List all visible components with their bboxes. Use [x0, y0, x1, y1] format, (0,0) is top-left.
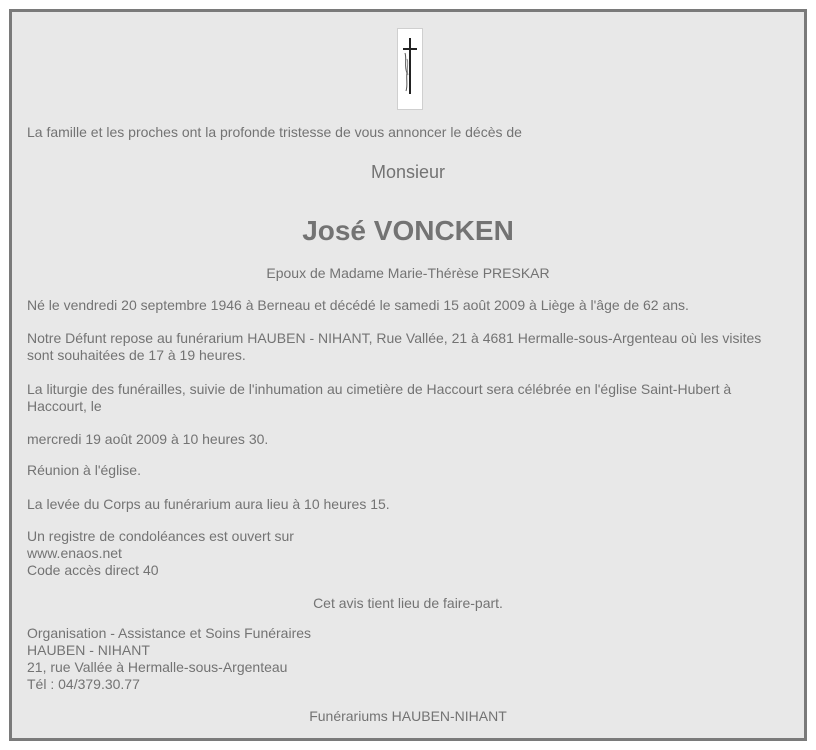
deceased-name: José VONCKEN [302, 215, 514, 246]
death-notice-frame [9, 9, 807, 741]
registry-text: Un registre de condoléances est ouvert sur [27, 528, 294, 544]
birth-death-text: Né le vendredi 20 septembre 1946 à Berneau et décédé le samedi 15 août 2009 à Liège à l'âge de 62 ans. [27, 297, 689, 313]
liturgy-text: La liturgie des funérailles, suivie de l'inhumation au cimetière de Haccourt sera célébrée en l'église Saint-Hubert à Haccourt, le [27, 381, 732, 414]
repose-text: Notre Défunt repose au funérarium HAUBEN - NIHANT, Rue Vallée, 21 à 4681 Hermalle-sous-Argenteau où les visites sont souhaitées de 17 à 19 heures. [27, 330, 762, 363]
footer-text: Funérariums HAUBEN-NIHANT [309, 708, 507, 724]
deceased-title: Monsieur [370, 162, 446, 182]
organisation-line-3: 21, rue Vallée à Hermalle-sous-Argenteau [27, 659, 288, 675]
cross-icon [398, 29, 422, 109]
organisation-phone: Tél : 04/379.30.77 [27, 676, 140, 692]
registry-code: Code accès direct 40 [27, 562, 159, 578]
organisation-line-2: HAUBEN - NIHANT [27, 642, 150, 658]
organisation-line-1: Organisation - Assistance et Soins Funéraires [27, 625, 312, 641]
meeting-text: Réunion à l'église. [27, 462, 141, 478]
intro-text: La famille et les proches ont la profonde tristesse de vous annoncer le décès de [27, 124, 522, 140]
spouse-text: Epoux de Madame Marie-Thérèse PRESKAR [266, 265, 550, 281]
cross-image [397, 28, 423, 110]
levee-text: La levée du Corps au funérarium aura lieu à 10 heures 15. [27, 496, 390, 512]
faire-part-text: Cet avis tient lieu de faire-part. [313, 595, 503, 611]
funeral-date: mercredi 19 août 2009 à 10 heures 30. [27, 431, 269, 447]
registry-url[interactable]: www.enaos.net [27, 545, 122, 561]
